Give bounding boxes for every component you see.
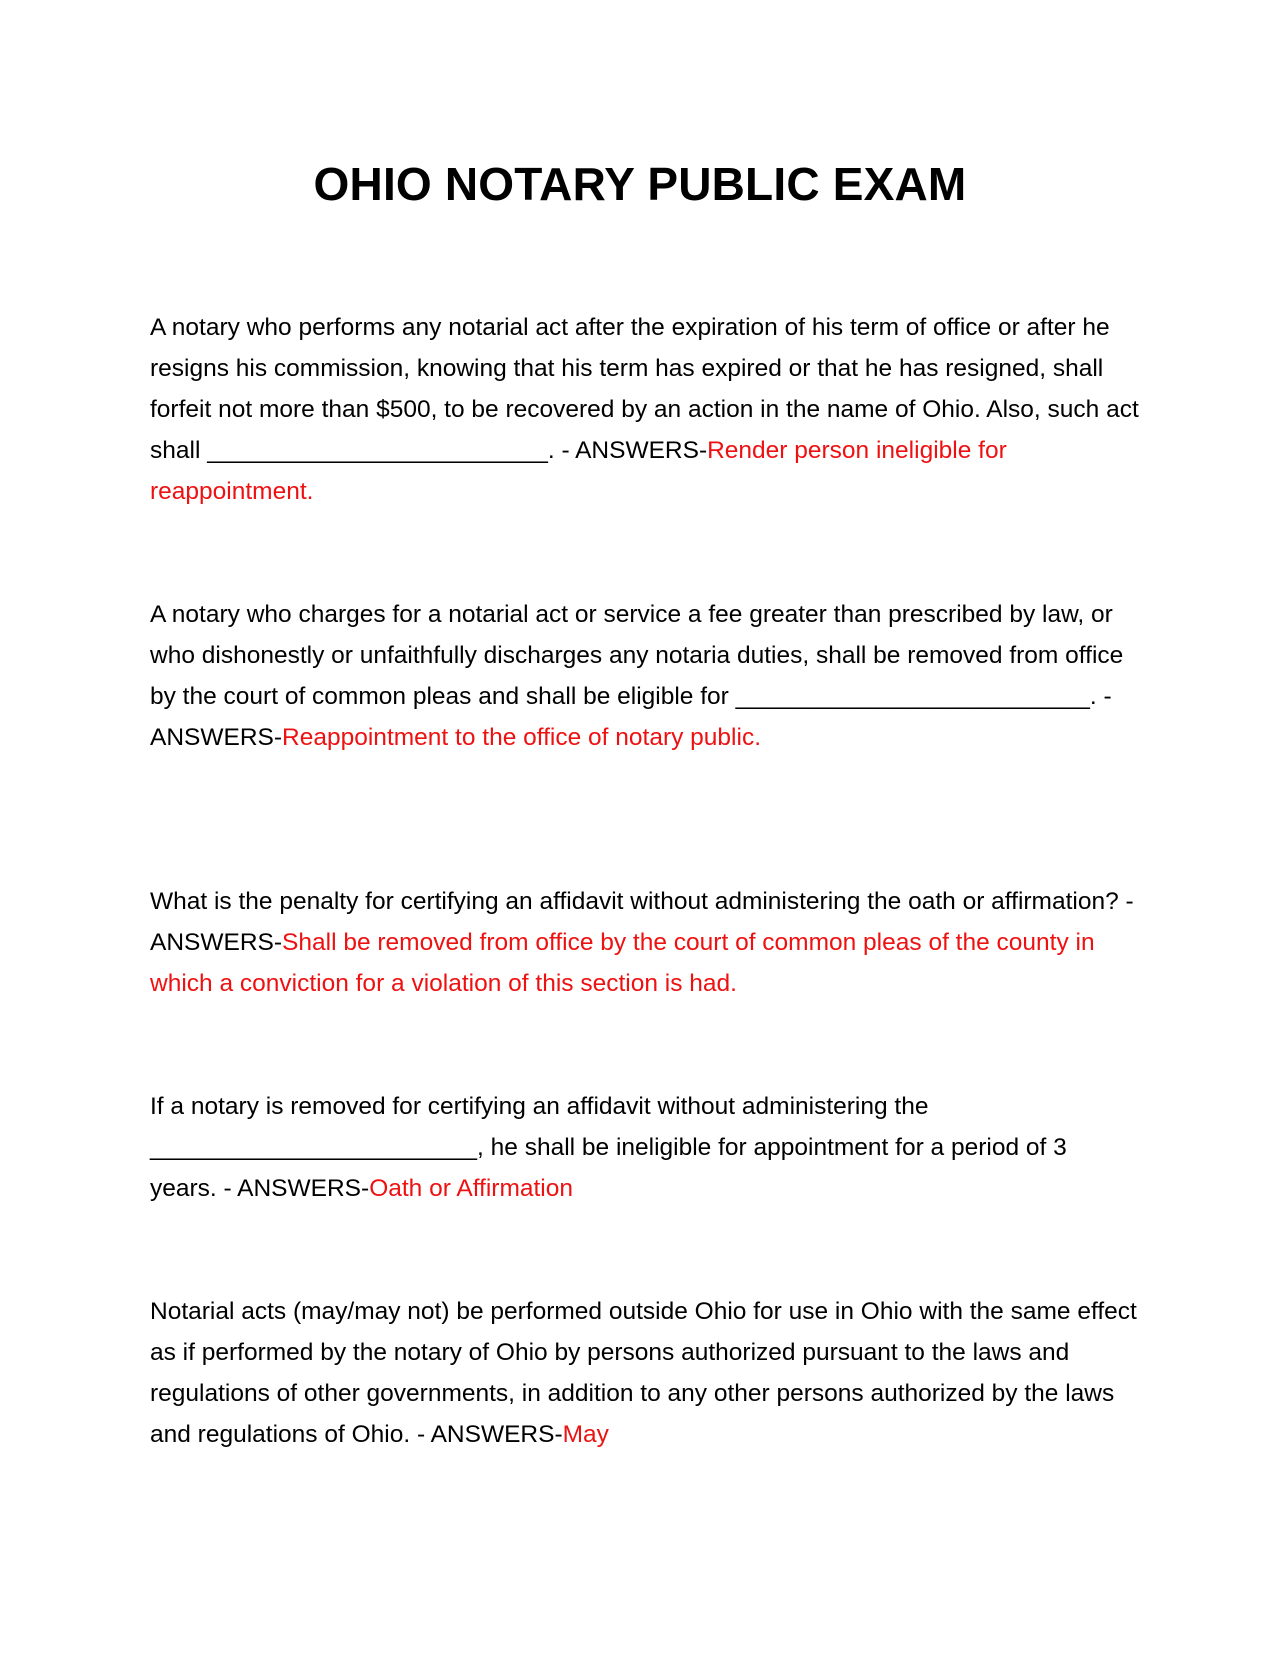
qa-item-5 [150, 1291, 1140, 1455]
question-text: If a notary is removed for certifying an affidavit without administering the ________________________, he shall be ineligible for appointment for a period of 3 years. - ANSWERS- [150, 1093, 1067, 1202]
answer-text: May [562, 1421, 609, 1448]
question-text: A notary who charges for a notarial act or service a fee greater than prescribed by law, or who dishonestly or unfaithfully discharges any notaria duties, shall be removed from office by the court of common pleas and shall be eligible for __________________________. - ANSWERS- [150, 601, 1124, 751]
qa-item-4 [150, 1086, 1140, 1209]
answer-text: Oath or Affirmation [369, 1175, 573, 1202]
answer-text: Reappointment to the office of notary public. [282, 724, 762, 751]
question-text: A notary who performs any notarial act after the expiration of his term of office or after he resigns his commission, knowing that his term has expired or that he has resigned, shall forfeit not more than $500, to be recovered by an action in the name of Ohio. Also, such act shall _________________________. - ANSWERS- [150, 314, 1139, 464]
answer-text: Shall be removed from office by the court of common pleas of the county in which a conviction for a violation of this section is had. [150, 929, 1095, 997]
answer-text: Render person ineligible for reappointment. [150, 437, 1007, 505]
question-text: Notarial acts (may/may not) be performed outside Ohio for use in Ohio with the same effect as if performed by the notary of Ohio by persons authorized pursuant to the laws and regulations of other governments, in addition to any other persons authorized by the laws and regulations of Ohio. - ANSWERS- [150, 1298, 1137, 1448]
qa-item-3 [150, 881, 1140, 1004]
qa-item-1 [150, 307, 1140, 512]
qa-item-2 [150, 594, 1140, 758]
question-text: What is the penalty for certifying an affidavit without administering the oath or affirmation? - ANSWERS- [150, 888, 1134, 956]
page-title: OHIO NOTARY PUBLIC EXAM [313, 158, 967, 210]
